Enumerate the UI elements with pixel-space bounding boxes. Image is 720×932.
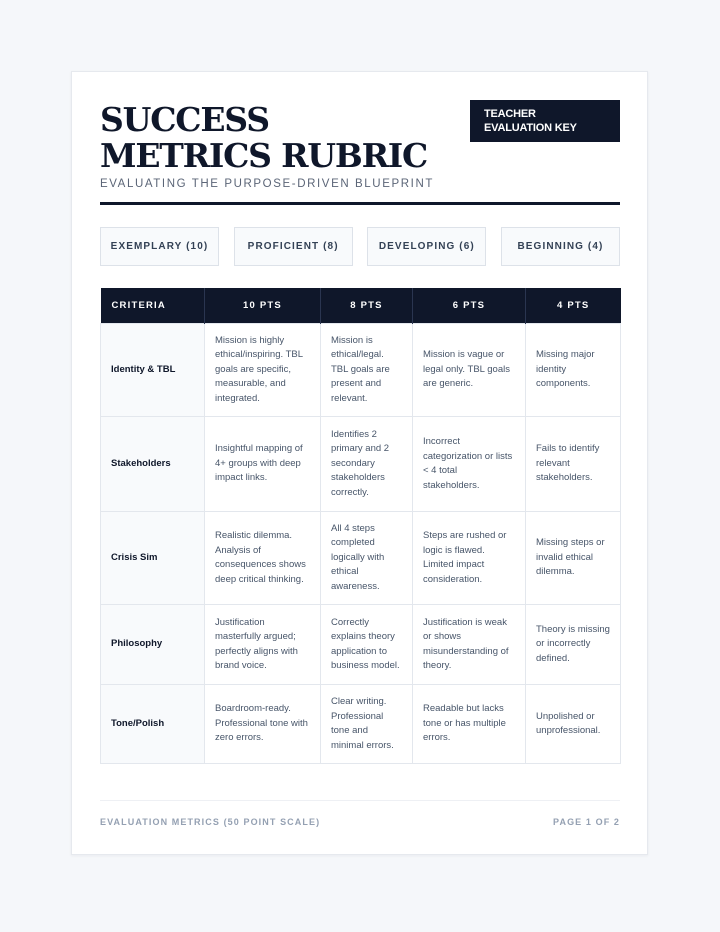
rubric-cell-8: Clear writing. Professional tone and minimal errors. <box>321 685 413 764</box>
table-row <box>101 605 621 685</box>
column-header-10-pts: 10 PTS <box>205 288 321 324</box>
page-subtitle: EVALUATING THE PURPOSE-DRIVEN BLUEPRINT <box>100 178 434 190</box>
rubric-cell-6: Mission is vague or legal only. TBL goals are generic. <box>413 324 526 417</box>
rubric-table <box>100 288 621 764</box>
page-content <box>100 100 620 827</box>
rubric-cell-10: Insightful mapping of 4+ groups with deep impact links. <box>205 417 321 512</box>
rubric-cell-8: Identifies 2 primary and 2 secondary stakeholders correctly. <box>321 417 413 512</box>
criteria-cell: Tone/Polish <box>101 685 205 764</box>
header-divider <box>100 202 620 205</box>
column-header-8-pts: 8 PTS <box>321 288 413 324</box>
scale-developing: DEVELOPING (6) <box>367 227 486 266</box>
footer-divider <box>100 800 620 801</box>
rubric-cell-6: Steps are rushed or logic is flawed. Limited impact consideration. <box>413 512 526 605</box>
rubric-cell-4: Fails to identify relevant stakeholders. <box>526 417 621 512</box>
table-row <box>101 417 621 512</box>
column-header-6-pts: 6 PTS <box>413 288 526 324</box>
rubric-cell-8: Mission is ethical/legal. TBL goals are present and relevant. <box>321 324 413 417</box>
rubric-table-wrap <box>100 288 620 764</box>
criteria-cell: Stakeholders <box>101 417 205 512</box>
rubric-cell-10: Boardroom-ready. Professional tone with zero errors. <box>205 685 321 764</box>
rubric-cell-8: Correctly explains theory application to business model. <box>321 605 413 685</box>
table-row <box>101 685 621 764</box>
rubric-cell-6: Readable but lacks tone or has multiple errors. <box>413 685 526 764</box>
page-title: SUCCESS METRICS RUBRIC <box>100 100 428 175</box>
rubric-cell-6: Justification is weak or shows misunderstanding of theory. <box>413 605 526 685</box>
footer-scale-note: EVALUATION METRICS (50 POINT SCALE) <box>100 817 321 827</box>
scale-exemplary: EXEMPLARY (10) <box>100 227 219 266</box>
rubric-cell-10: Justification masterfully argued; perfectly aligns with brand voice. <box>205 605 321 685</box>
criteria-cell: Crisis Sim <box>101 512 205 605</box>
table-row <box>101 324 621 417</box>
column-header-4-pts: 4 PTS <box>526 288 621 324</box>
column-header-criteria: CRITERIA <box>101 288 205 324</box>
score-scale <box>100 227 620 266</box>
criteria-cell: Identity & TBL <box>101 324 205 417</box>
page-footer <box>100 817 620 827</box>
rubric-cell-6: Incorrect categorization or lists < 4 total stakeholders. <box>413 417 526 512</box>
table-row <box>101 512 621 605</box>
teacher-key-badge: TEACHER EVALUATION KEY <box>470 100 620 142</box>
page-number: PAGE 1 OF 2 <box>553 817 620 827</box>
rubric-page <box>71 71 648 855</box>
rubric-cell-10: Mission is highly ethical/inspiring. TBL goals are specific, measurable, and integrated. <box>205 324 321 417</box>
rubric-cell-8: All 4 steps completed logically with ethical awareness. <box>321 512 413 605</box>
table-header-row <box>101 288 621 324</box>
rubric-cell-10: Realistic dilemma. Analysis of consequences shows deep critical thinking. <box>205 512 321 605</box>
rubric-cell-4: Missing steps or invalid ethical dilemma. <box>526 512 621 605</box>
page-header <box>100 100 620 204</box>
rubric-cell-4: Missing major identity components. <box>526 324 621 417</box>
criteria-cell: Philosophy <box>101 605 205 685</box>
rubric-cell-4: Unpolished or unprofessional. <box>526 685 621 764</box>
scale-beginning: BEGINNING (4) <box>501 227 620 266</box>
scale-proficient: PROFICIENT (8) <box>234 227 353 266</box>
rubric-cell-4: Theory is missing or incorrectly defined. <box>526 605 621 685</box>
